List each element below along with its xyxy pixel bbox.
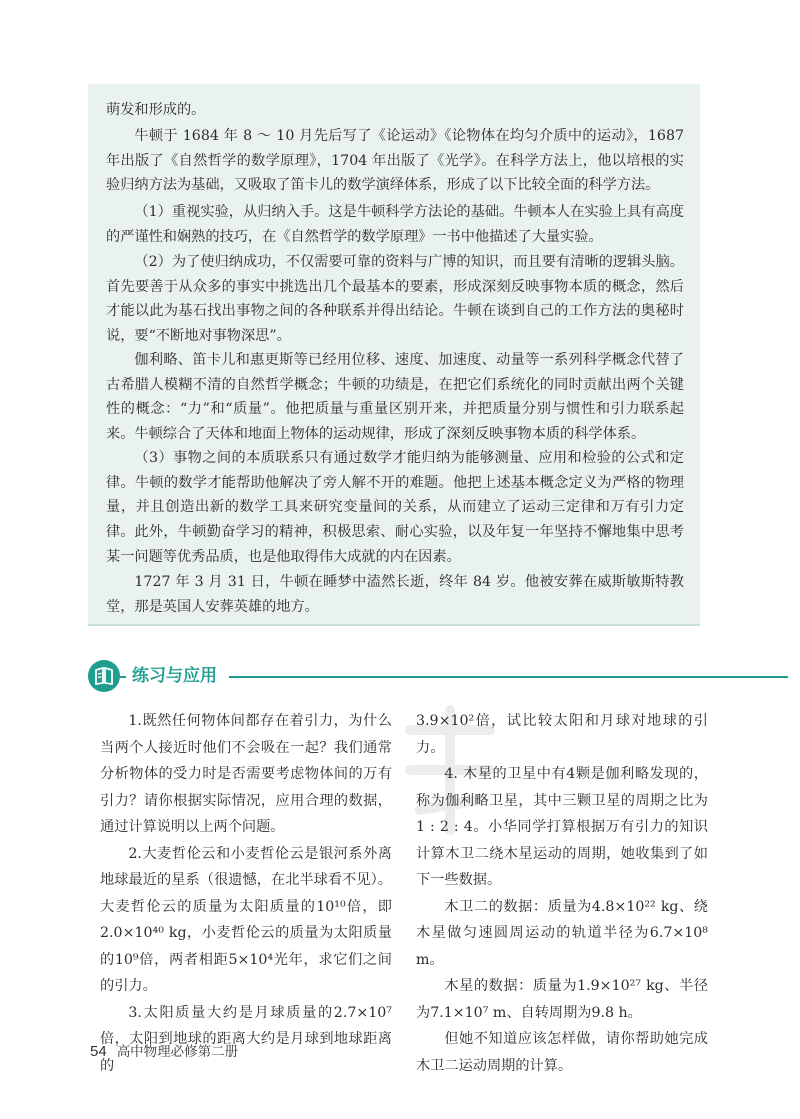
page-number: 54 xyxy=(90,1043,107,1060)
exercise-question-3: 3.太阳质量大约是月球质量的2.7×10⁷倍，太阳到地球的距离大约是月球到地球距离的 xyxy=(100,1004,392,1074)
exercise-question-4-data: 木星的数据：质量为1.9×10²⁷ kg、半径为7.1×10⁷ m、自转周期为9.8 h。 xyxy=(416,978,708,1021)
reading-paragraph: （1）重视实验，从归纳入手。这是牛顿科学方法论的基础。牛顿本人在实验上具有高度的严谨性和娴熟的技巧，在《自然哲学的数学原理》一书中他描述了大量实验。 xyxy=(106,204,684,245)
reading-box xyxy=(88,84,700,626)
reading-paragraph: （3）事物之间的本质联系只有通过数学才能归纳为能够测量、应用和检验的公式和定律。牛顿的数学才能帮助他解决了旁人解不开的难题。他把上述基本概念定义为严格的物理量，并且创造出新的数学工具来研究变量间的关系，从而建立了运动三定律和万有引力定律。 xyxy=(106,450,684,540)
reading-paragraph: 伽利略、笛卡儿和惠更斯等已经用位移、速度、加速度、动量等一系列科学概念代替了古希腊人模糊不清的自然哲学概念；牛顿的功绩是，在把它们系统化的同时贡献出两个关键性的概念：“力”和“质量”。他把质量与重量区别开来，并把质量分别与惯性和引力联系起来。牛顿综合了天体和地面上物体的运动规律，形成了深刻反映事物本质的科学体系。 xyxy=(106,352,684,442)
reading-paragraph: 萌发和形成的。 xyxy=(106,102,206,118)
book-title: 高中物理必修第二册 xyxy=(116,1044,239,1060)
exercise-question-3-continued: 3.9×10²倍，试比较太阳和月球对地球的引力。 xyxy=(416,713,708,756)
exercise-question-4: 4. 木星的卫星中有4颗是伽利略发现的，称为伽利略卫星，其中三颗卫星的周期之比为1 : 2 : 4。小华同学打算根据万有引力的知识计算木卫二绕木星运动的周期，她收集到了如下一些数据。 xyxy=(416,766,708,888)
exercise-column-left xyxy=(100,708,392,1079)
practice-book-icon xyxy=(88,660,120,692)
section-header xyxy=(88,659,229,693)
reading-paragraph: 此外，牛顿勤奋学习的精神，积极思索、耐心实验，以及年复一年坚持不懈地集中思考某一问题等优秀品质，也是他取得伟大成就的内在因素。 xyxy=(106,524,684,565)
exercise-question-2: 2.大麦哲伦云和小麦哲伦云是银河系外离地球最近的星系（很遗憾，在北半球看不见）。大麦哲伦云的质量为太阳质量的10¹⁰倍，即2.0×10⁴⁰ kg，小麦哲伦云的质量为太阳质量的10⁹倍，两者相距5×10⁴光年，求它们之间的引力。 xyxy=(100,845,392,994)
exercise-question-1: 1.既然任何物体间都存在着引力，为什么当两个人接近时他们不会吸在一起？我们通常分析物体的受力时是否需要考虑物体间的万有引力？请你根据实际情况，应用合理的数据，通过计算说明以上两个问题。 xyxy=(100,713,392,835)
exercise-column-right xyxy=(416,708,708,1079)
section-title: 练习与应用 xyxy=(126,661,229,691)
reading-paragraph: 1727 年 3 月 31 日，牛顿在睡梦中溘然长逝，终年 84 岁。他被安葬在威斯敏斯特教堂，那是英国人安葬英雄的地方。 xyxy=(106,574,684,615)
exercise-question-4-data: 木卫二的数据：质量为4.8×10²² kg、绕木星做匀速圆周运动的轨道半径为6.7×10⁸ m。 xyxy=(416,898,708,968)
reading-paragraph: （2）为了使归纳成功，不仅需要可靠的资料与广博的知识，而且要有清晰的逻辑头脑。首先要善于从众多的事实中挑选出几个最基本的要素，形成深刻反映事物本质的概念，然后才能以此为基石找出事物之间的各种联系并得出结论。牛顿在谈到自己的工作方法的奥秘时说，要“不断地对事物深思”。 xyxy=(106,254,684,344)
exercise-question-4-end: 但她不知道应该怎样做，请你帮助她完成木卫二运动周期的计算。 xyxy=(416,1031,708,1074)
reading-paragraph: 牛顿于 1684 年 8 ～ 10 月先后写了《论运动》《论物体在均匀介质中的运动》，1687 年出版了《自然哲学的数学原理》，1704 年出版了《光学》。在科学方法上，他以培根的实验归纳方法为基础，又吸取了笛卡儿的数学演绎体系，形成了以下比较全面的科学方法。 xyxy=(106,128,684,193)
page-footer xyxy=(90,1040,238,1060)
